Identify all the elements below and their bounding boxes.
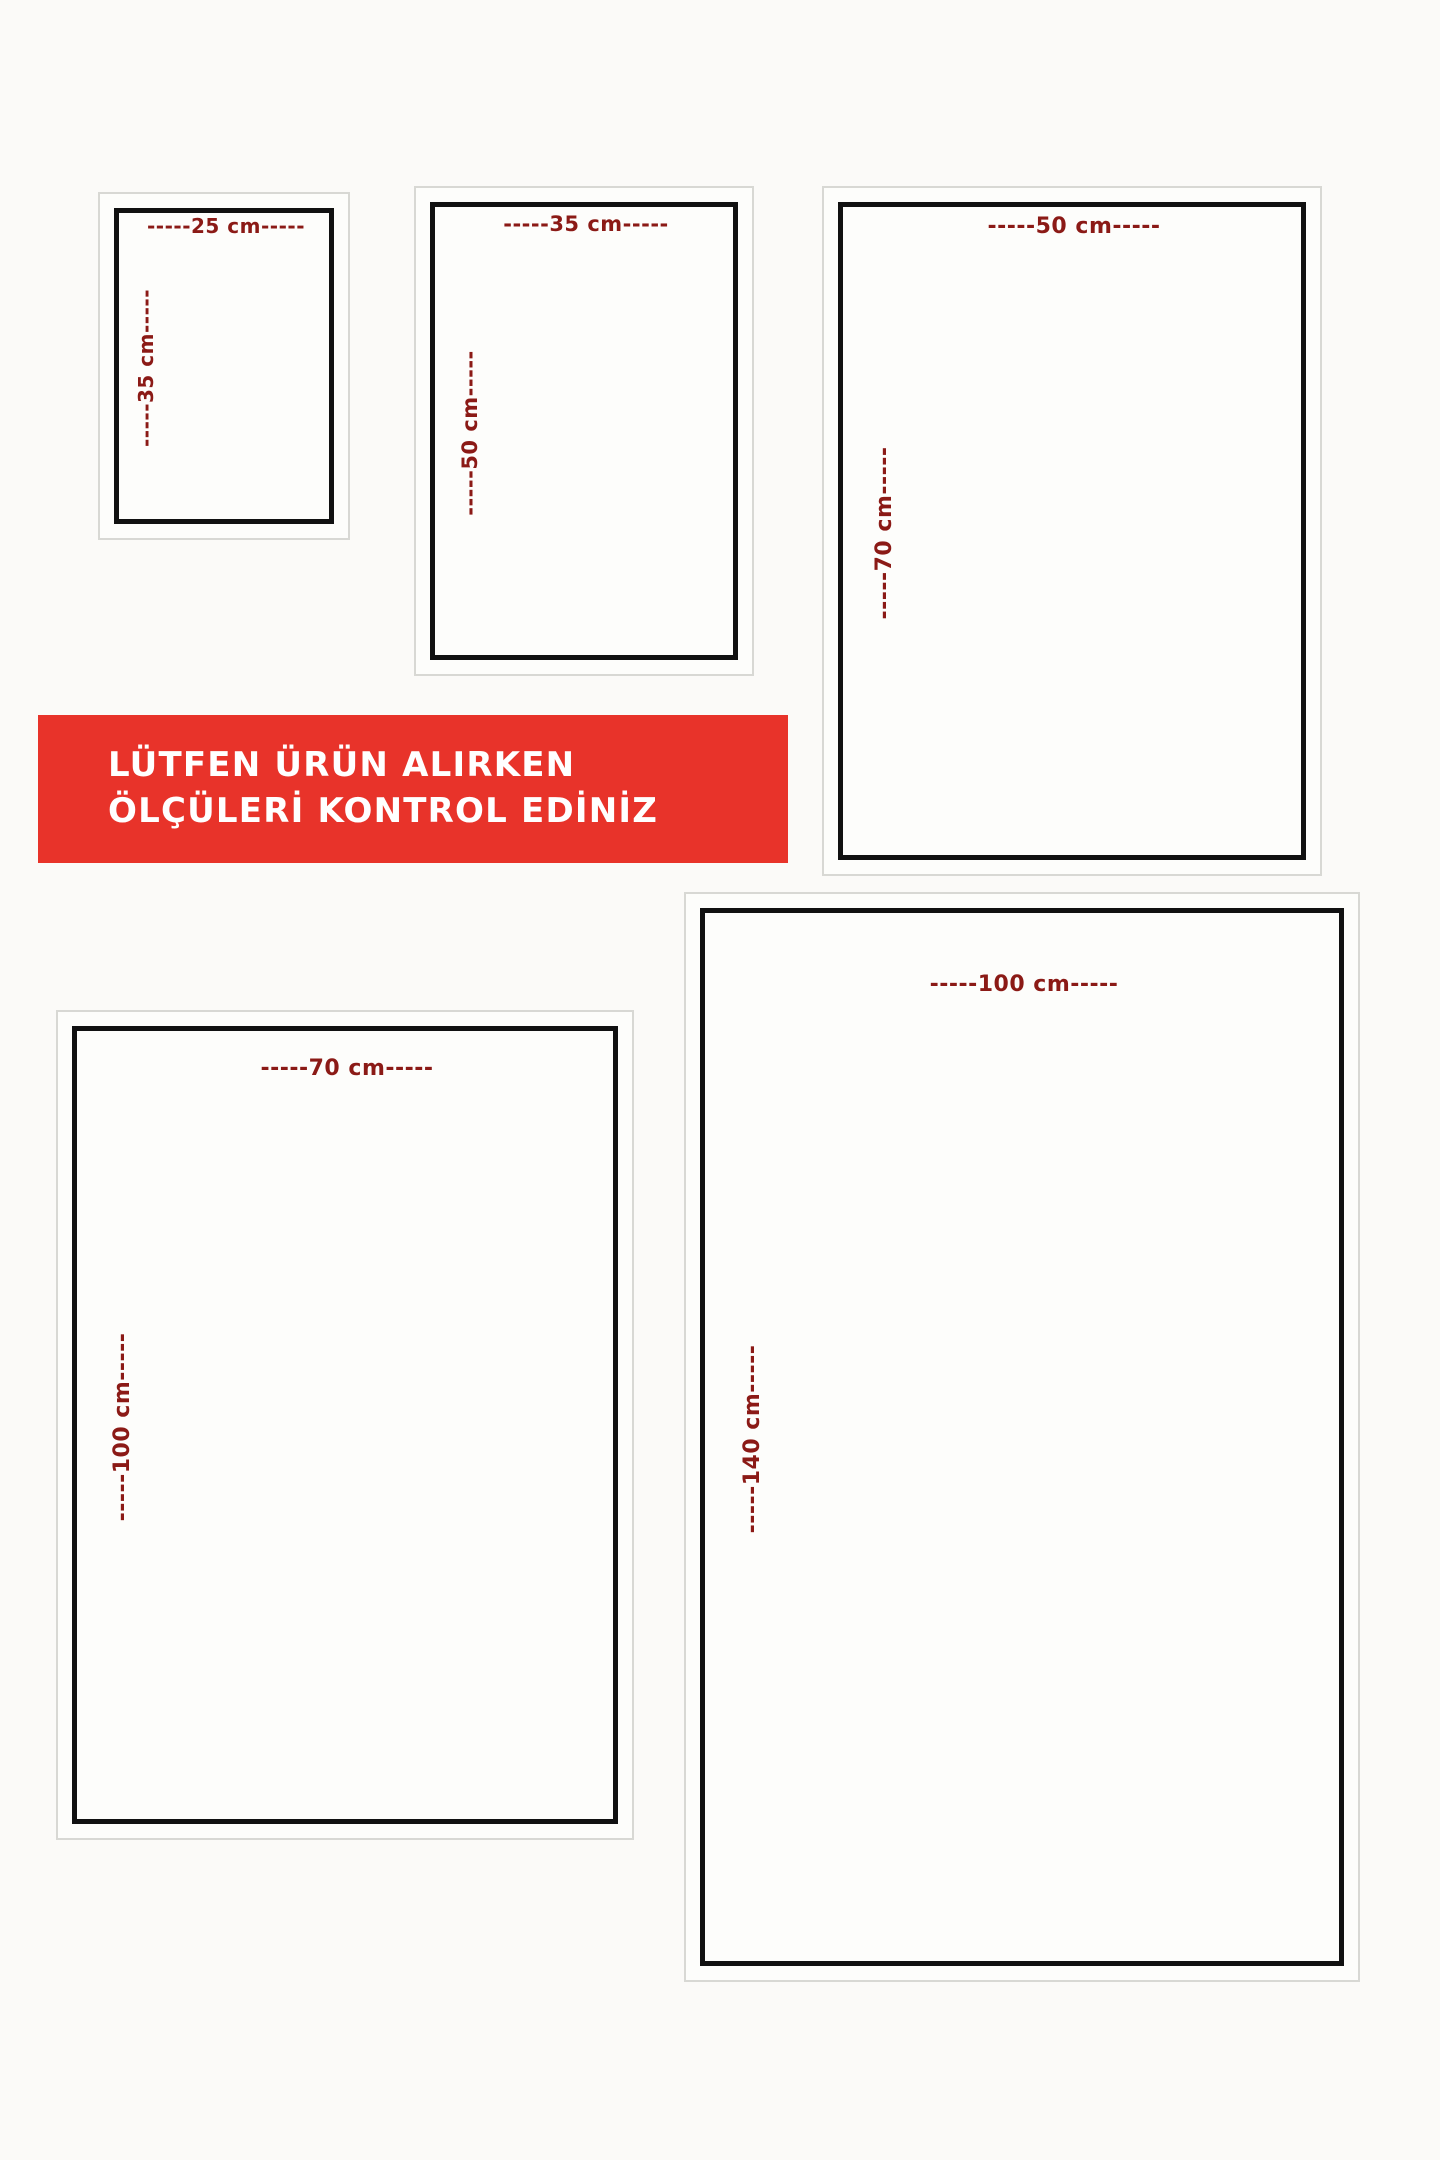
dim-width-100x140: -----100 cm----- xyxy=(929,972,1119,997)
dim-height-100x140: -----140 cm----- xyxy=(740,1344,765,1534)
dim-height-35x50: -----50 cm----- xyxy=(458,350,482,516)
frame-inner-70x100 xyxy=(72,1026,618,1824)
size-frame-35x50 xyxy=(414,186,754,676)
dim-height-50x70: -----70 cm----- xyxy=(872,446,897,620)
warning-line-1: LÜTFEN ÜRÜN ALIRKEN xyxy=(108,745,576,786)
dim-width-50x70: -----50 cm----- xyxy=(987,214,1161,239)
dim-width-70x100: -----70 cm----- xyxy=(260,1056,434,1081)
size-frame-70x100 xyxy=(56,1010,634,1840)
dim-height-70x100: -----100 cm----- xyxy=(110,1332,135,1522)
warning-line-2: ÖLÇÜLERİ KONTROL EDİNİZ xyxy=(108,791,659,831)
frame-inner-50x70 xyxy=(838,202,1306,860)
dim-width-35x50: -----35 cm----- xyxy=(503,212,669,236)
dim-height-25x35: -----35 cm----- xyxy=(134,289,158,447)
dim-width-25x35: -----25 cm----- xyxy=(147,214,305,238)
size-frame-50x70 xyxy=(822,186,1322,876)
warning-banner xyxy=(38,715,788,863)
frame-inner-100x140 xyxy=(700,908,1344,1966)
size-frame-25x35 xyxy=(98,192,350,540)
size-frame-100x140 xyxy=(684,892,1360,1982)
